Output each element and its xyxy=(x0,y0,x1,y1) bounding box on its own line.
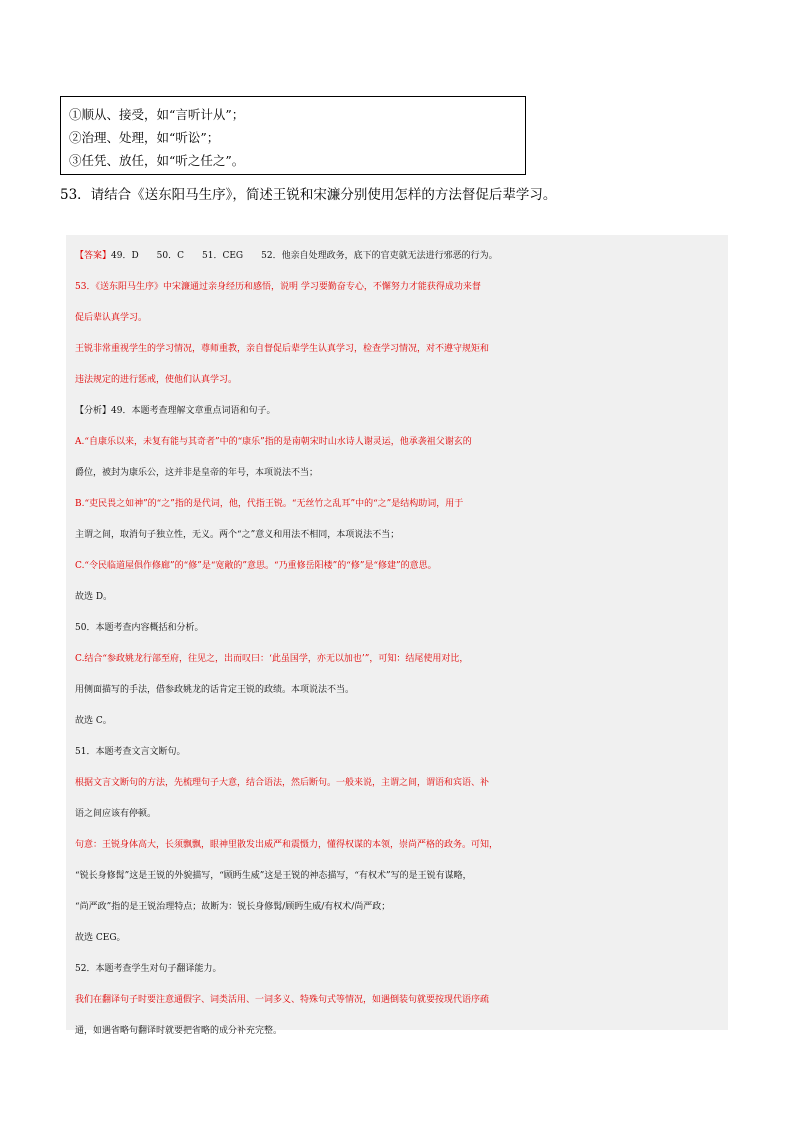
answer-line: 王锐非常重视学生的学习情况，尊师重教，亲自督促后辈学生认真学习，检查学习情况，对不遵守规矩和 xyxy=(75,344,490,354)
analysis-line: 我们在翻译句子时要注意通假字、词类活用、一词多义、特殊句式等情况，如遇倒装句就要按现代语序疏 xyxy=(75,995,490,1005)
analysis-line: 故选 C。 xyxy=(75,716,112,726)
answer-panel xyxy=(66,235,728,1036)
analysis-line: C.结合“参政姚龙行部至府，往见之，出而叹曰：‘此虽国学，亦无以加也’”，可知：结尾使用对比， xyxy=(75,654,469,664)
analysis-line: 通，如遇省略句翻译时就要把省略的成分补充完整。 xyxy=(75,1026,283,1036)
analysis-line: 语之间应该有停顿。 xyxy=(75,809,157,819)
analysis-line: 50．本题考查内容概括和分析。 xyxy=(75,623,204,633)
definition-line: ③任凭、放任，如“听之任之”。 xyxy=(69,153,245,168)
analysis-line: 故选 D。 xyxy=(75,592,113,602)
analysis-line: “尚严政”指的是王锐治理特点；故断为：锐长身修髯/顾眄生威/有权术/尚严政； xyxy=(75,902,391,912)
analysis-line: 爵位，被封为康乐公，这并非是皇帝的年号，本项说法不当； xyxy=(75,468,319,478)
analysis-line: 主谓之间，取消句子独立性，无义。两个“之”意义和用法不相同，本项说法不当； xyxy=(75,530,400,540)
analysis-line: 【分析】49．本题考查理解文章重点词语和句子。 xyxy=(75,406,276,416)
analysis-line: 51．本题考查文言文断句。 xyxy=(75,747,186,757)
analysis-line: 句意：王锐身体高大，长须飘飘，眼神里散发出威严和震慑力，懂得权谋的本领，崇尚严格的政务。可知， xyxy=(75,840,499,850)
analysis-line: 52．本题考查学生对句子翻译能力。 xyxy=(75,964,222,974)
analysis-line: “锐长身修髯”这是王锐的外貌描写，“顾眄生威”这是王锐的神态描写，“有权术”写的是王锐有谋略， xyxy=(75,871,472,881)
answer-header: 【答案】49．D 50．C 51．CEG 52．他亲自处理政务，底下的官吏就无法进行邪恶的行为。 xyxy=(75,251,498,261)
definition-line: ①顺从、接受，如“言听计从”； xyxy=(69,107,245,122)
analysis-line: B.“吏民畏之如神”的“之”指的是代词，他，代指王锐。“无丝竹之乱耳”中的“之”是结构助词，用于 xyxy=(75,499,464,509)
answer-line: 53．《送东阳马生序》中宋濂通过亲身经历和感悟，说明 学习要勤奋专心，不懈努力才能获得成功来督 xyxy=(75,282,481,292)
analysis-line: 用侧面描写的手法，借参政姚龙的话肯定王锐的政绩。本项说法不当。 xyxy=(75,685,355,695)
analysis-line: 根据文言文断句的方法，先梳理句子大意，结合语法，然后断句。一般来说，主谓之间，谓语和宾语、补 xyxy=(75,778,490,788)
answer-line: 促后辈认真学习。 xyxy=(75,313,148,323)
question-53: 53．请结合《送东阳马生序》，简述王锐和宋濂分别使用怎样的方法督促后辈学习。 xyxy=(60,187,557,203)
analysis-line: C.“令民临道屋俱作修廊”的“修”是“宽敞的”意思。“乃重修岳阳楼”的“修”是“修建”的意思。 xyxy=(75,561,437,571)
analysis-line: 故选 CEG。 xyxy=(75,933,126,943)
analysis-line: A.“自康乐以来，未复有能与其奇者”中的“康乐”指的是南朝宋时山水诗人谢灵运，他承袭祖父谢玄的 xyxy=(75,437,472,447)
answer-line: 违法规定的进行惩戒，使他们认真学习。 xyxy=(75,375,238,385)
definition-line: ②治理、处理，如“听讼”； xyxy=(69,130,220,145)
definition-box xyxy=(60,96,526,175)
